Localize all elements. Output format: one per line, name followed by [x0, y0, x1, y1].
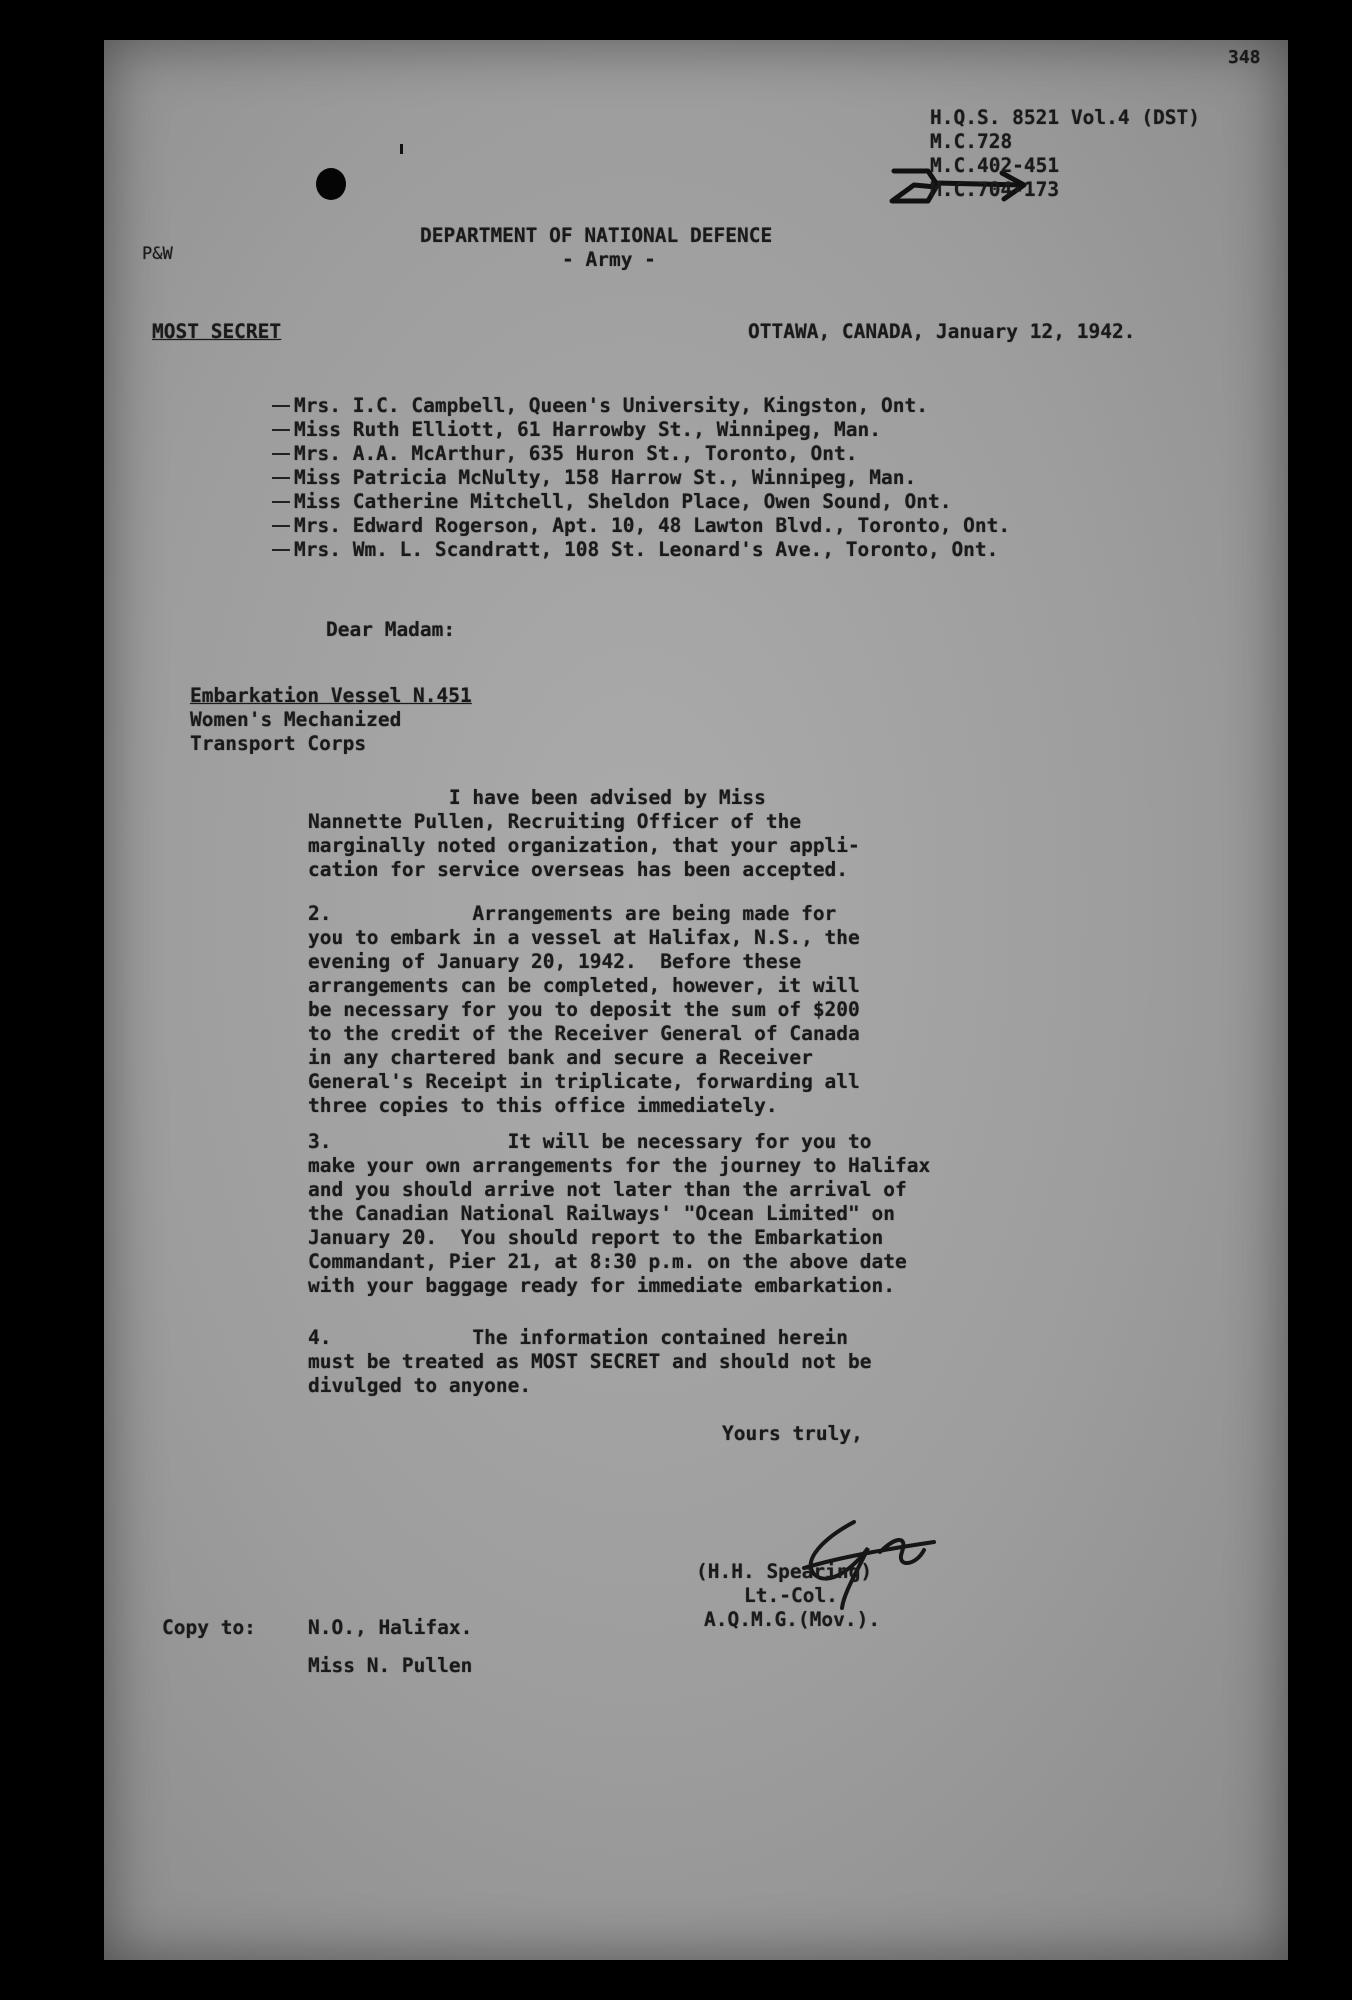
- file-ref-line-4: M.C.704-173: [930, 178, 1060, 201]
- letterhead-branch: - Army -: [562, 248, 656, 271]
- signatory-name: (H.H. Spearing): [696, 1560, 873, 1583]
- classification-stamp: MOST SECRET: [152, 320, 282, 343]
- paragraph-1: I have been advised by Miss Nannette Pullen, Recruiting Officer of the marginally noted organization, that your appli- cation for service overseas has been accepted.: [308, 786, 860, 881]
- recipient-dash: [272, 477, 290, 479]
- recipient: Miss Ruth Elliott, 61 Harrowby St., Winnipeg, Man.: [294, 418, 881, 441]
- recipient-dash: [272, 525, 290, 527]
- file-ref-line-3: M.C.402-451: [930, 154, 1060, 177]
- recipient: Miss Patricia McNulty, 158 Harrow St., Winnipeg, Man.: [294, 466, 917, 489]
- recipient-dash: [272, 429, 290, 431]
- tick-mark: [400, 144, 403, 154]
- closing: Yours truly,: [722, 1422, 863, 1445]
- recipient: Mrs. Wm. L. Scandratt, 108 St. Leonard's Ave., Toronto, Ont.: [294, 538, 999, 561]
- letterhead-department: DEPARTMENT OF NATIONAL DEFENCE: [420, 224, 773, 247]
- subject-line-1: Embarkation Vessel N.451: [190, 684, 472, 707]
- place-date: OTTAWA, CANADA, January 12, 1942.: [748, 320, 1136, 343]
- salutation: Dear Madam:: [326, 618, 456, 641]
- paragraph-2: 2. Arrangements are being made for you to embark in a vessel at Halifax, N.S., the evening of January 20, 1942. Before these arrangements can be completed, however, it will be necessary for you to deposit the sum of $200 to the credit of the Receiver General of Canada in any chartered bank and secure a Receiver General's Receipt in triplicate, forwarding all three copies to this office immediately.: [308, 902, 860, 1117]
- file-ref-line-1: H.Q.S. 8521 Vol.4 (DST): [930, 106, 1201, 129]
- file-ref-line-2: M.C.728: [930, 130, 1013, 153]
- copy-to-label: Copy to:: [162, 1616, 256, 1639]
- subject-line-2: Women's Mechanized: [190, 708, 402, 731]
- recipient-dash: [272, 549, 290, 551]
- recipient: Mrs. A.A. McArthur, 635 Huron St., Toronto, Ont.: [294, 442, 858, 465]
- paragraph-3: 3. It will be necessary for you to make your own arrangements for the journey to Halifax and you should arrive not later than the arrival of the Canadian National Railways' "Ocean Limited" on January 20. You should report to the Embarkation Commandant, Pier 21, at 8:30 p.m. on the above date with your baggage ready for immediate embarkation.: [308, 1130, 931, 1297]
- copy-to-first: N.O., Halifax.: [308, 1616, 473, 1639]
- document-page: [104, 40, 1288, 1960]
- punch-hole: [316, 168, 346, 200]
- recipient-dash: [272, 405, 290, 407]
- recipient-dash: [272, 501, 290, 503]
- subject-line-3: Transport Corps: [190, 732, 367, 755]
- page-number: 348: [1228, 47, 1261, 68]
- paragraph-4: 4. The information contained herein must be treated as MOST SECRET and should not be divulged to anyone.: [308, 1326, 872, 1397]
- recipient-dash: [272, 453, 290, 455]
- recipient: Mrs. Edward Rogerson, Apt. 10, 48 Lawton Blvd., Toronto, Ont.: [294, 514, 1011, 537]
- copy-to-second: Miss N. Pullen: [308, 1654, 473, 1677]
- signatory-rank: Lt.-Col.,: [744, 1584, 850, 1607]
- recipient: Mrs. I.C. Campbell, Queen's University, Kingston, Ont.: [294, 394, 928, 417]
- recipient: Miss Catherine Mitchell, Sheldon Place, Owen Sound, Ont.: [294, 490, 952, 513]
- margin-note: P&W: [142, 244, 173, 264]
- signatory-title: A.Q.M.G.(Mov.).: [704, 1608, 881, 1631]
